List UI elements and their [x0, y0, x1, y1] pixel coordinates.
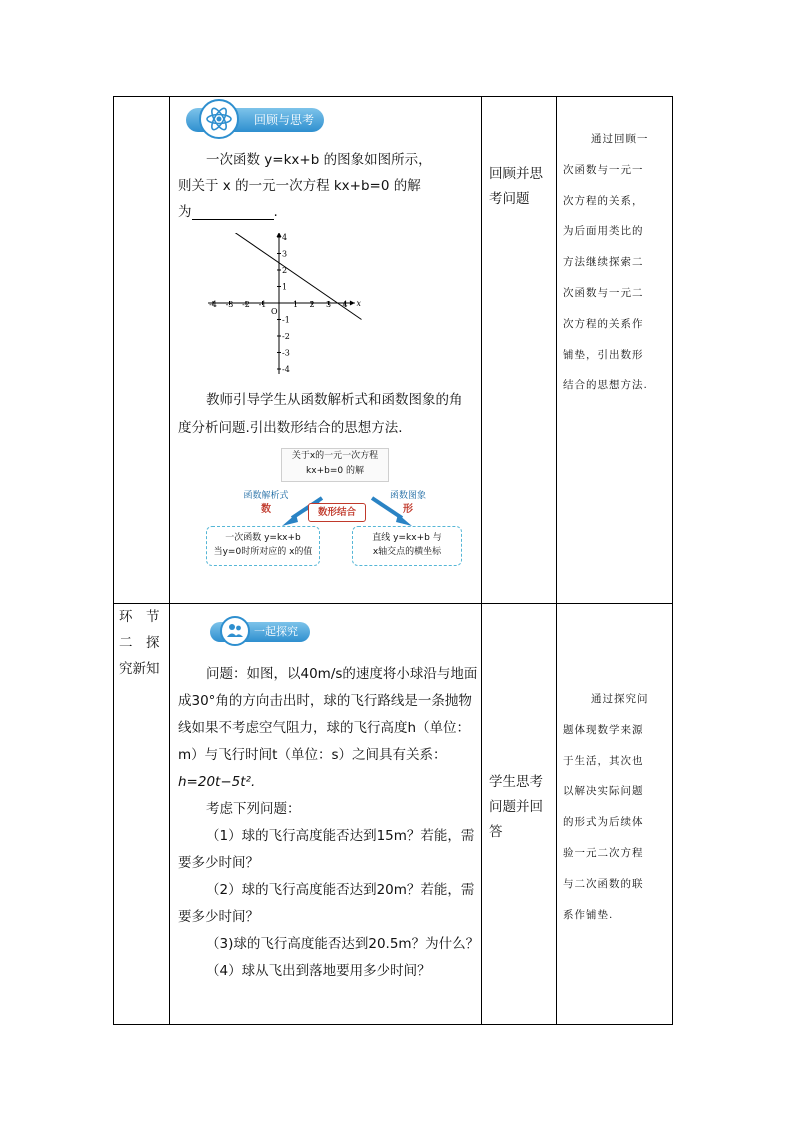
table-divider: [481, 96, 482, 1025]
diagram-right-label2: 形: [403, 504, 413, 515]
row1-intent: [563, 124, 669, 401]
x-axis-label: x: [356, 299, 362, 308]
table-border-bottom: [113, 1024, 673, 1025]
linear-function-graph: [206, 233, 366, 375]
row1-activity-line: 回顾并思: [489, 166, 543, 182]
row2-activity-line: 答: [489, 824, 503, 840]
row1-intent-line: 结合的思想方法.: [563, 379, 648, 392]
table-divider: [556, 96, 557, 1025]
question-2: （2）球的飞行高度能否达到20m？若能，需: [206, 882, 475, 898]
row2-activity: [489, 770, 555, 845]
problem-line: m）与飞行时间t（单位：s）之间具有关系：: [178, 747, 447, 763]
diagram-left-box: [206, 526, 320, 566]
origin-label: O: [271, 307, 278, 316]
question-1-cont: 要多少时间？: [178, 855, 259, 871]
row1-intent-line: 次方程的关系作: [563, 317, 644, 330]
problem-line: 问题：如图，以40m/s的速度将小球沿与地面: [206, 666, 478, 682]
row2-intent: [563, 684, 669, 930]
row2-stage-line: 环 节: [119, 609, 160, 625]
row2-stage-line: 究新知: [119, 661, 160, 677]
row1-intent-line: 方法继续探索二: [563, 256, 644, 269]
x-tick-label: 1: [292, 300, 299, 309]
y-tick-label: -3: [282, 348, 290, 358]
y-tick-label: 3: [282, 249, 288, 259]
diagram-left-box-line1: 一次函数 y=kx+b: [225, 533, 301, 543]
diagram-right-label1: 函数图象: [389, 491, 426, 501]
concept-diagram: [206, 448, 466, 570]
row2-intent-line: 的形式为后续体: [563, 816, 644, 829]
diagram-right-box: [352, 526, 462, 566]
problem-line: 成30°角的方向击出时，球的飞行路线是一条抛物: [178, 693, 472, 709]
row1-intent-line: 为后面用类比的: [563, 225, 644, 238]
question-1: （1）球的飞行高度能否达到15m？若能，需: [206, 828, 475, 844]
banner-label: 回顾与思考: [254, 113, 315, 127]
row2-intent-line: 通过探究问: [591, 693, 649, 705]
question-3: （3)球的飞行高度能否达到20.5m？为什么？: [206, 936, 480, 952]
row1-activity-line: 考问题: [489, 191, 530, 207]
y-tick-label: 2: [282, 266, 288, 275]
x-tick-label: -1: [258, 300, 267, 309]
row1-intent-line: 次函数与一元一: [563, 163, 644, 176]
diagram-left-label1: 函数解析式: [243, 491, 289, 501]
row2-intent-line: 验一元二次方程: [563, 846, 644, 859]
guide-line-2: 度分析问题.引出数形结合的思想方法.: [178, 420, 403, 436]
diagram-top-line2: kx+b=0 的解: [306, 466, 364, 476]
atom-icon: [199, 99, 239, 139]
problem-line: 线如果不考虑空气阻力，球的飞行高度h（单位：: [178, 720, 471, 736]
row1-intent-line: 铺垫，引出数形: [563, 348, 644, 361]
guide-line-1: 教师引导学生从函数解析式和函数图象的角: [206, 392, 463, 408]
table-border-right: [672, 96, 673, 1025]
x-tick-label: 2: [309, 300, 315, 309]
problem-line-3: [178, 200, 278, 225]
problem-text: [178, 661, 478, 985]
row2-intent-line: 题体现数学来源: [563, 723, 644, 736]
table-border-left: [113, 96, 114, 1025]
y-tick-label: -2: [282, 332, 290, 341]
problem-line-1: 一次函数 y=kx+b 的图象如图所示，: [206, 152, 432, 168]
question-4: （4）球从飞出到落地要用多少时间？: [206, 963, 431, 979]
consider-text: 考虑下列问题：: [206, 801, 301, 817]
problem-line-3-prefix: 为: [178, 204, 192, 220]
x-tick-label: 4: [342, 300, 348, 309]
diagram-right-box-line1: 直线 y=kx+b 与: [372, 533, 442, 543]
y-tick-label: 4: [282, 233, 288, 242]
y-tick-label: 1: [282, 282, 288, 292]
x-tick-label: -4: [209, 300, 217, 309]
banner-label: 一起探究: [254, 625, 298, 638]
row2-activity-line: 问题并回: [489, 799, 543, 815]
diagram-left-box-line2: 当y=0时所对应的 x的值: [213, 547, 313, 557]
lesson-table: [113, 96, 673, 1025]
row2-intent-line: 于生活，其次也: [563, 754, 644, 767]
row2-content: [170, 604, 481, 1024]
question-2-cont: 要多少时间？: [178, 909, 259, 925]
row2-activity-line: 学生思考: [489, 774, 543, 790]
problem-line: h=20t−5t².: [178, 774, 256, 790]
diagram-left-label2: 数: [261, 504, 271, 515]
answer-blank: [192, 205, 274, 220]
y-tick-label: -1: [282, 315, 290, 325]
y-axis-arrow: [277, 233, 282, 237]
problem-line-3-suffix: .: [273, 204, 278, 220]
row2-intent-line: 与二次函数的联: [563, 877, 644, 890]
problem-line-2: 则关于 x 的一元一次方程 kx+b=0 的解: [178, 178, 421, 194]
row1-content: [170, 96, 481, 603]
row1-intent-line: 通过回顾一: [591, 133, 649, 145]
x-tick-label: -2: [242, 300, 250, 309]
row2-intent-line: 以解决实际问题: [563, 785, 644, 798]
row1-intent-line: 次函数与一元二: [563, 286, 644, 299]
x-tick-label: 3: [325, 300, 332, 309]
row1-intent-line: 次方程的关系，: [563, 194, 644, 207]
diagram-right-box-line2: x轴交点的横坐标: [372, 547, 442, 557]
x-tick-label: -3: [225, 300, 234, 309]
row2-intent-line: 系作铺垫.: [563, 908, 614, 921]
diagram-center-label: 数形结合: [308, 503, 366, 522]
row1-activity: [489, 162, 555, 212]
row2-stage-line: 二 探: [119, 635, 160, 651]
diagram-top-line1: 关于x的一元一次方程: [291, 451, 379, 461]
y-tick-label: -4: [282, 365, 290, 374]
row2-stage-label: [119, 604, 169, 682]
x-axis-arrow: [350, 301, 355, 306]
people-icon: [220, 616, 250, 646]
